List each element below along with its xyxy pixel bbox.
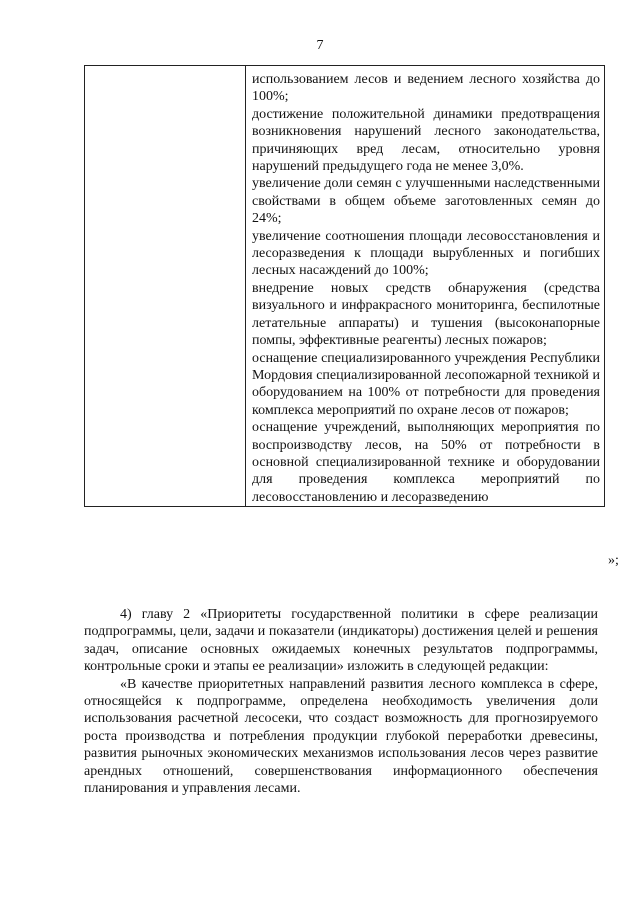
page-number: 7 xyxy=(316,38,324,53)
goal-item: увеличение доли семян с улучшенными наследственными свойствами в общем объеме заготовленных семян до 24%; xyxy=(252,176,600,227)
closing-quote-mark: »; xyxy=(608,553,619,568)
priority-paragraph: «В качестве приоритетных направлений развития лесного комплекса в сфере, относящейся к подпрограмме, определена необходимость увеличения доли использования расчетной лесосеки, что создаст возможность для прогнозируемого роста производства и потребления продукции глубокой переработки древесины, развития рыночных экономических механизмов использования лесов через развитие арендных отношений, совершенствования информационного обеспечения планирования и управления лесами. xyxy=(84,676,598,797)
goal-item: увеличение соотношения площади лесовосстановления и лесоразведения к площади вырубленных и погибших лесных насаждений до 100%; xyxy=(252,228,600,279)
goal-item: внедрение новых средств обнаружения (средства визуального и инфракрасного мониторинга, беспилотные летательные аппараты) и тушения (высоконапорные помпы, эффективные реагенты) лесных пожаров; xyxy=(252,280,600,349)
table-row xyxy=(85,66,605,507)
goals-cell xyxy=(246,66,605,507)
goal-item: оснащение учреждений, выполняющих мероприятия по воспроизводству лесов, на 50% от потребности в основной специализированной технике и оборудовании для проведения комплекса мероприятий по лесовосстановлению и лесоразведению xyxy=(252,420,600,505)
goals-table xyxy=(84,65,605,507)
body-text xyxy=(84,606,598,797)
goal-item: достижение положительной динамики предотвращения возникновения нарушений лесного законодательства, причиняющих вред лесам, относительно уровня нарушений предыдущего года не менее 3,0%. xyxy=(252,106,600,175)
amendment-paragraph: 4) главу 2 «Приоритеты государственной политики в сфере реализации подпрограммы, цели, задачи и показатели (индикаторы) достижения целей и решения задач, описание основных ожидаемых конечных результатов подпрограммы, контрольные сроки и этапы ее реализации» изложить в следующей редакции: xyxy=(84,607,598,675)
goal-item: оснащение специализированного учреждения Республики Мордовия специализированной лесопожарной техникой и оборудованием на 100% от потребности для проведения комплекса мероприятий по охране лесов от пожаров; xyxy=(252,350,600,418)
empty-left-cell xyxy=(85,66,246,507)
goal-item: использованием лесов и ведением лесного хозяйства до 100%; xyxy=(252,72,600,105)
